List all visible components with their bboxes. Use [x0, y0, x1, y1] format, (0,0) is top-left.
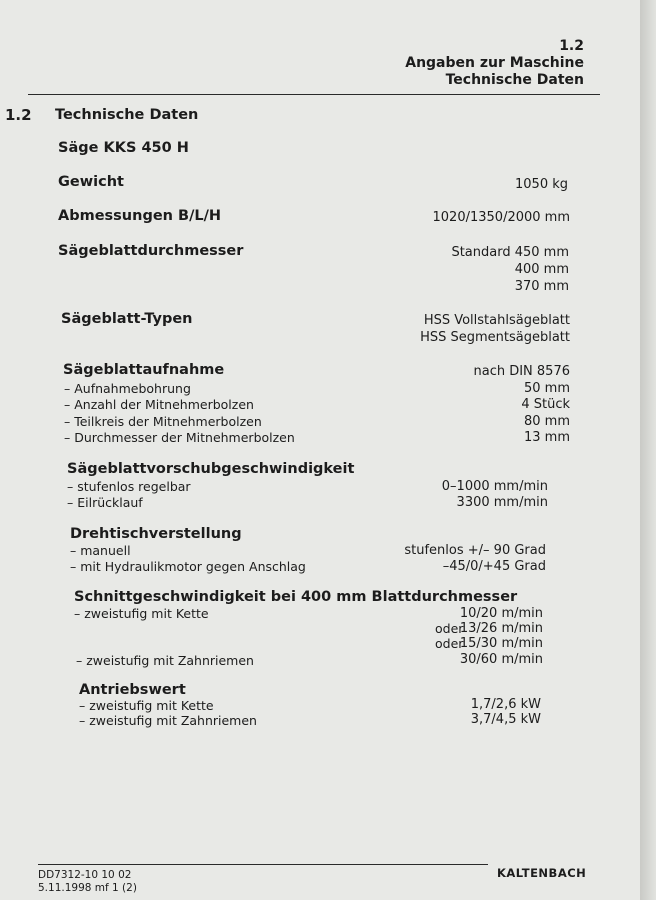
weight-value: 1050 kg — [515, 177, 568, 192]
blade-diameter-value: 400 mm — [514, 262, 569, 277]
cutting-speed-chain-label: – zweistufig mit Kette — [74, 606, 209, 621]
blade-mount-value: nach DIN 8576 — [473, 364, 570, 379]
weight-label: Gewicht — [58, 174, 124, 190]
turntable-item-value: –45/0/+45 Grad — [442, 559, 546, 574]
header-line-1: Angaben zur Maschine — [405, 55, 584, 71]
cutting-speed-belt-value: 30/60 m/min — [459, 652, 543, 667]
drive-label: Antriebswert — [79, 682, 186, 698]
header-section-number: 1.2 — [559, 38, 584, 54]
cutting-speed-chain-value: 15/30 m/min — [459, 636, 543, 651]
turntable-item-value: stufenlos +/– 90 Grad — [404, 543, 546, 558]
blade-type-value: HSS Vollstahlsägeblatt — [423, 313, 570, 328]
turntable-label: Drehtischverstellung — [70, 526, 242, 542]
turntable-item-label: – mit Hydraulikmotor gegen Anschlag — [70, 559, 306, 574]
oder-label: oder — [435, 621, 464, 636]
blade-mount-item-label: – Teilkreis der Mitnehmerbolzen — [64, 414, 262, 429]
feed-speed-item-value: 3300 mm/min — [456, 495, 548, 510]
cutting-speed-belt-label: – zweistufig mit Zahnriemen — [76, 653, 254, 668]
header-line-2: Technische Daten — [445, 72, 584, 88]
section-number: 1.2 — [5, 106, 32, 124]
section-title: Technische Daten — [55, 107, 199, 123]
footer-rule — [38, 864, 488, 865]
oder-label: oder — [435, 636, 464, 651]
drive-item-label: – zweistufig mit Zahnriemen — [79, 713, 257, 728]
blade-mount-item-value: 50 mm — [523, 381, 570, 396]
footer-doc-number: DD7312-10 10 02 — [38, 869, 132, 881]
blade-mount-item-value: 4 Stück — [521, 397, 570, 412]
cutting-speed-chain-value: 13/26 m/min — [459, 621, 543, 636]
blade-diameter-value: 370 mm — [514, 279, 569, 294]
feed-speed-item-label: – Eilrücklauf — [67, 495, 143, 510]
feed-speed-item-label: – stufenlos regelbar — [67, 479, 191, 494]
cutting-speed-chain-value: 10/20 m/min — [459, 606, 543, 621]
blade-mount-item-label: – Aufnahmebohrung — [64, 381, 191, 396]
header-rule — [28, 94, 600, 95]
drive-item-value: 3,7/4,5 kW — [470, 712, 541, 727]
machine-name: Säge KKS 450 H — [58, 140, 189, 156]
blade-diameter-value: Standard 450 mm — [451, 245, 569, 260]
drive-item-label: – zweistufig mit Kette — [79, 698, 214, 713]
dimensions-label: Abmessungen B/L/H — [58, 208, 222, 224]
blade-mount-item-label: – Anzahl der Mitnehmerbolzen — [64, 397, 254, 412]
footer-date-line: 5.11.1998 mf 1 (2) — [38, 882, 137, 894]
page-edge — [640, 0, 656, 900]
feed-speed-label: Sägeblattvorschubgeschwindigkeit — [67, 461, 355, 477]
blade-mount-item-label: – Durchmesser der Mitnehmerbolzen — [64, 430, 295, 445]
blade-mount-item-value: 13 mm — [523, 430, 570, 445]
drive-item-value: 1,7/2,6 kW — [470, 697, 541, 712]
turntable-item-label: – manuell — [70, 543, 131, 558]
blade-type-value: HSS Segmentsägeblatt — [420, 330, 570, 345]
dimensions-value: 1020/1350/2000 mm — [432, 210, 570, 225]
blade-diameter-label: Sägeblattdurchmesser — [58, 243, 244, 259]
blade-mount-item-value: 80 mm — [523, 414, 570, 429]
feed-speed-item-value: 0–1000 mm/min — [441, 479, 548, 494]
blade-mount-label: Sägeblattaufnahme — [63, 362, 225, 378]
blade-types-label: Sägeblatt-Typen — [61, 311, 193, 327]
cutting-speed-label: Schnittgeschwindigkeit bei 400 mm Blattdurchmesser — [74, 589, 518, 605]
footer-brand-logo: KALTENBACH — [497, 866, 587, 880]
